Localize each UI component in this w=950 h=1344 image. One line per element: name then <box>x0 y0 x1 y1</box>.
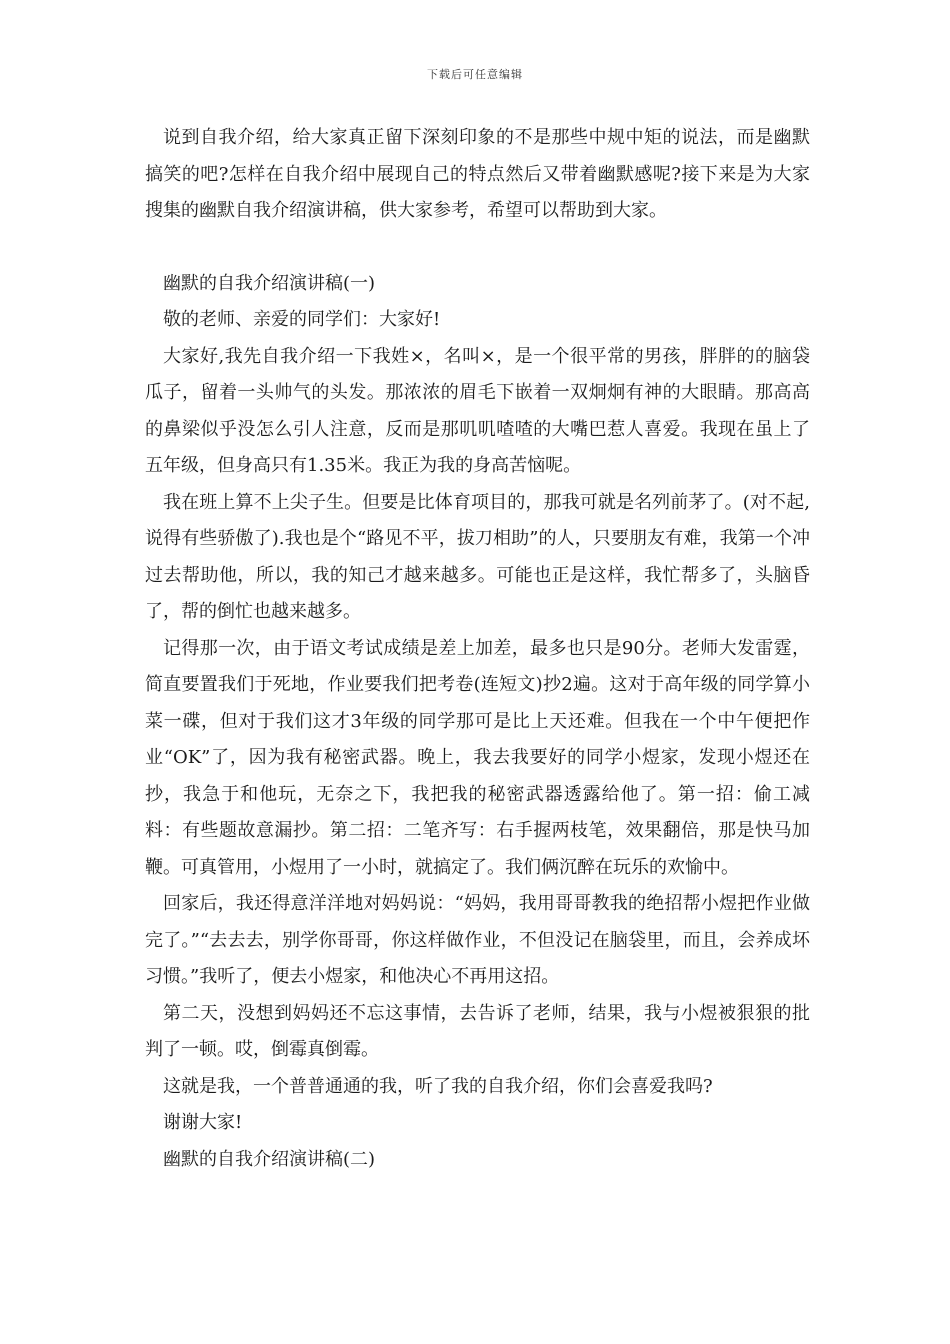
header-note: 下载后可任意编辑 <box>427 68 523 81</box>
intro-paragraph: 说到自我介绍，给大家真正留下深刻印象的不是那些中规中矩的说法，而是幽默搞笑的吧?怎样在自我介绍中展现自己的特点然后又带着幽默感呢?接下来是为大家搜集的幽默自我介绍演讲稿，供大家参考，希望可以帮助到大家。 <box>145 127 810 221</box>
body-paragraph-6: 这就是我，一个普普通通的我，听了我的自我介绍，你们会喜爱我吗? <box>163 1075 713 1097</box>
thanks-line: 谢谢大家! <box>163 1112 243 1133</box>
section-heading-1: 幽默的自我介绍演讲稿(一) <box>163 272 376 294</box>
greeting-line: 敬的老师、亲爱的同学们：大家好! <box>163 309 441 330</box>
body-paragraph-1: 大家好,我先自我介绍一下我姓×，名叫×，是一个很平常的男孩，胖胖的的脑袋瓜子，留着一头帅气的头发。那浓浓的眉毛下嵌着一双炯炯有神的大眼睛。那高高的鼻梁似乎没怎么引人注意，反而是那叽叽喳喳的大嘴巴惹人喜爱。我现在虽上了五年级，但身高只有1.35米。我正为我的身高苦恼呢。 <box>145 345 810 476</box>
body-paragraph-5: 第二天，没想到妈妈还不忘这事情，去告诉了老师，结果，我与小煜被狠狠的批判了一顿。哎，倒霉真倒霉。 <box>145 1002 810 1060</box>
body-paragraph-2: 我在班上算不上尖子生。但要是比体育项目的，那我可就是名列前茅了。(对不起,说得有些骄傲了).我也是个“路见不平，拔刀相助”的人，只要朋友有难，我第一个冲过去帮助他，所以，我的知己才越来越多。可能也正是这样，我忙帮多了，头脑昏了，帮的倒忙也越来越多。 <box>145 491 810 622</box>
body-paragraph-4: 回家后，我还得意洋洋地对妈妈说：“妈妈，我用哥哥教我的绝招帮小煜把作业做完了。”“去去去，别学你哥哥，你这样做作业，不但没记在脑袋里，而且，会养成坏习惯。”我听了，便去小煜家，和他决心不再用这招。 <box>145 893 810 987</box>
section-heading-2: 幽默的自我介绍演讲稿(二) <box>163 1148 376 1170</box>
document-body <box>145 120 810 1178</box>
body-paragraph-3: 记得那一次，由于语文考试成绩是差上加差，最多也只是90分。老师大发雷霆，简直要置我们于死地，作业要我们把考卷(连短文)抄2遍。这对于高年级的同学算小菜一碟，但对于我们这才3年级的同学那可是比上天还难。但我在一个中午便把作业“OK”了，因为我有秘密武器。晚上，我去我要好的同学小煜家，发现小煜还在抄，我急于和他玩，无奈之下，我把我的秘密武器透露给他了。第一招：偷工减料：有些题故意漏抄。第二招：二笔齐写：右手握两枝笔，效果翻倍，那是快马加鞭。可真管用，小煜用了一小时，就搞定了。我们俩沉醉在玩乐的欢愉中。 <box>145 637 810 878</box>
